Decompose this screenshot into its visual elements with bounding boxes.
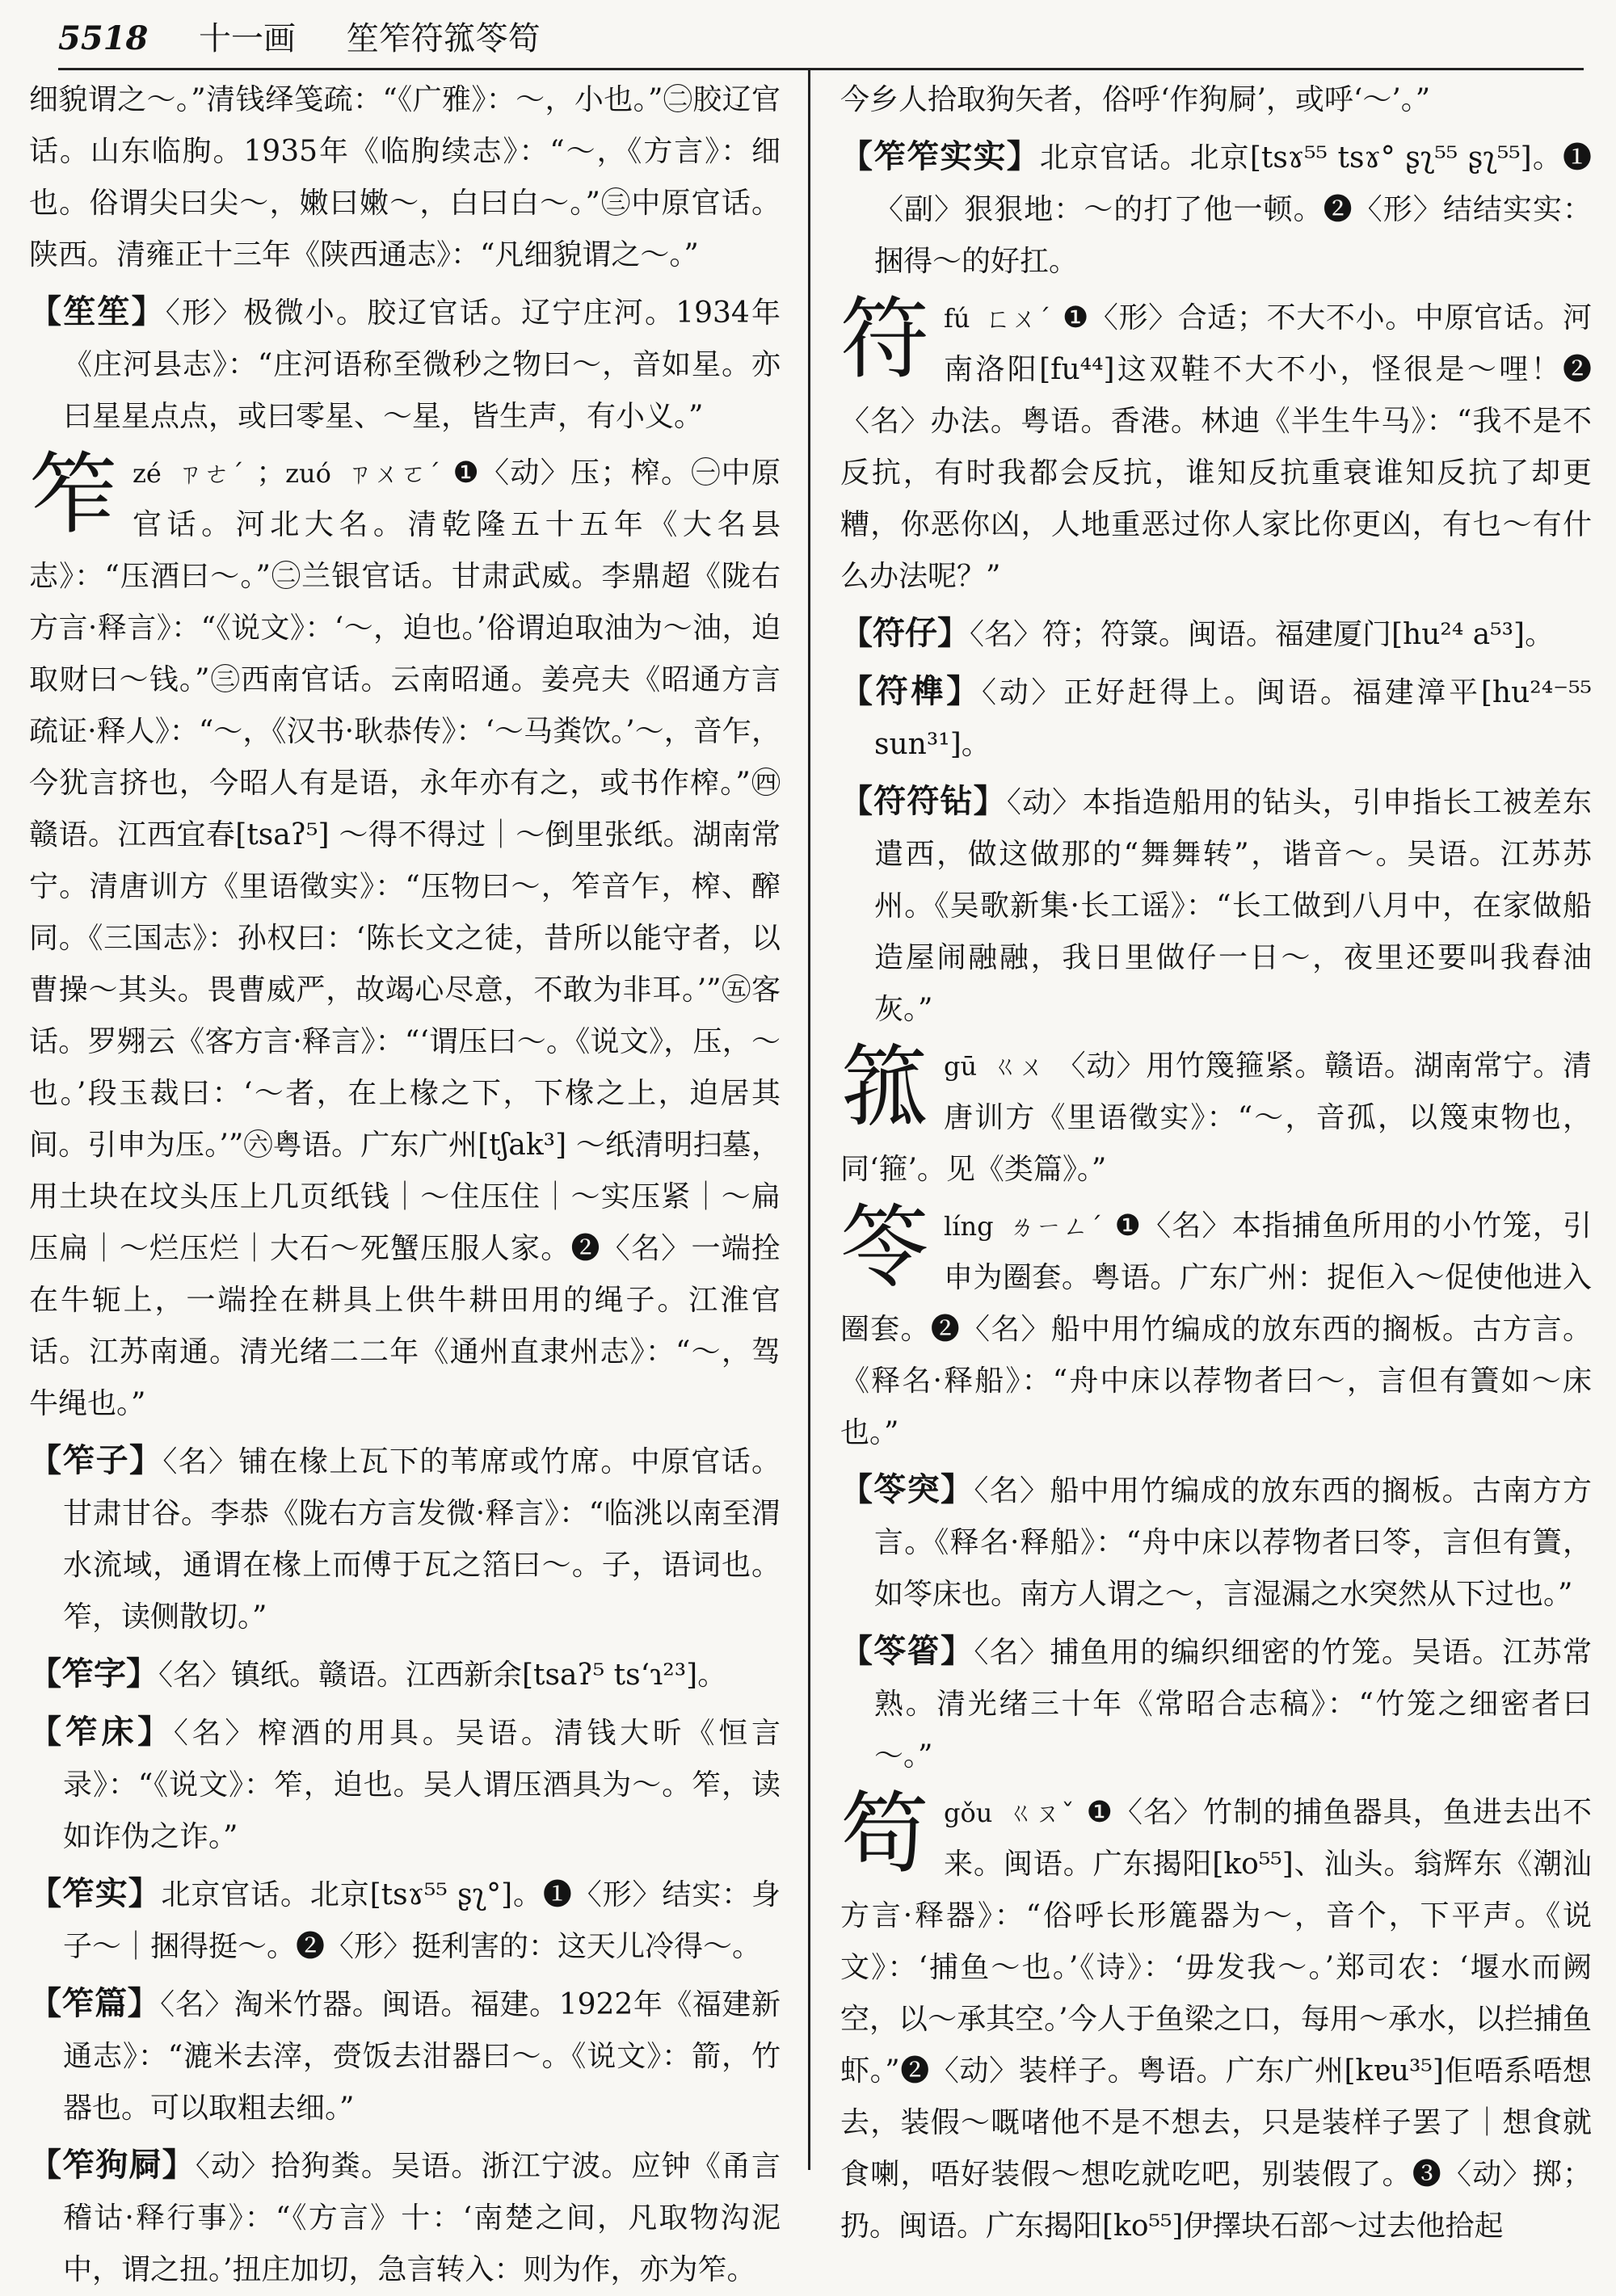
definition-text: 〈形〉极微小。胶辽官话。辽宁庄河。1934年《庄河县志》：“庄河语称至微秒之物曰～，音如星。亦曰星星点点，或曰零星、～星，皆生声，有小义。” [63, 296, 781, 433]
definition-text: 北京官话。北京[tsɤ⁵⁵ tsɤ° ʂʅ⁵⁵ ʂʅ⁵⁵]。❶〈副〉狠狠地：～的打了他一顿。❷〈形〉结结实实：捆得～的好扛。 [874, 141, 1593, 278]
page-header [58, 15, 541, 63]
sub-entry [840, 1464, 1592, 1621]
character-entry [840, 288, 1592, 603]
sub-entry [29, 1706, 781, 1863]
header-rule [58, 68, 1584, 70]
pinyin-alt: zuó [285, 458, 331, 489]
sub-headword: 【笮篇】 [29, 1984, 161, 2022]
definition-text: ❶〈名〉本指捕鱼所用的小竹笼，引申为圈套。粤语。广东广州：捉佢入～促使他进入圈套。❷〈名〉船中用竹编成的放东西的搁板。古方言。《释名·释船》：“舟中床以荐物者曰～，言但有簀如～床也。” [840, 1209, 1592, 1449]
sub-headword: 【笮子】 [29, 1441, 163, 1479]
sub-entry [29, 1978, 781, 2134]
headword-character: 箛 [840, 1036, 929, 1139]
definition-text: ❶〈形〉合适；不大不小。中原官话。河南洛阳[fu⁴⁴]这双鞋不大不小，怪很是～哩！❷〈名〉办法。粤语。香港。林迪《半生牛马》：“我不是不反抗，有时我都会反抗，谁知反抗重衰谁知反抗了却更糟，你恶你凶，人地重恶过你人家比你更凶，有乜～有什么办法呢？” [840, 301, 1592, 593]
sub-entry [29, 1648, 781, 1701]
definition-text: 〈动〉拾狗粪。吴语。浙江宁波。应钟《甬言稽诂·释行事》：“《方言》十：‘南楚之间，凡取物沟泥中，谓之扭。’扭庄加切，急言转入：则为作，亦为笮。 [63, 2150, 781, 2286]
pinyin: fú [944, 303, 970, 334]
pinyin: gū [944, 1051, 978, 1082]
sub-entry [840, 666, 1592, 771]
sub-headword: 【笮狗屙】 [29, 2146, 196, 2184]
definition-text: 〈名〉榨酒的用具。吴语。清钱大昕《恒言录》：“《说文》：笮，迫也。吴人谓压酒具为～。笮，读如诈伪之诈。” [63, 1717, 781, 1853]
definition-text: 〈动〉用竹篾箍紧。赣语。湖南常宁。清唐训方《里语徵实》：“～，音孤，以篾束物也，同‘箍’。见《类篇》。” [840, 1049, 1592, 1186]
bopomofo-alt: ㄗㄨㄛˊ [345, 458, 442, 489]
sub-entry [29, 1435, 781, 1643]
sub-headword: 【符榫】 [840, 672, 982, 710]
page-number: 5518 [58, 19, 149, 57]
definition-text: 〈名〉铺在椽上瓦下的苇席或竹席。中原官话。甘肃甘谷。李恭《陇右方言发微·释言》：“临洮以南至渭水流域，通谓在椽上而傅于瓦之箔曰～。子，语词也。笮，读侧散切。” [63, 1445, 781, 1634]
pinyin: zé [133, 458, 162, 489]
character-entry [840, 1036, 1592, 1196]
sub-headword: 【笮字】 [29, 1655, 158, 1693]
left-column [29, 74, 781, 2286]
definition-text: 〈名〉淘米竹器。闽语。福建。1922年《福建新通志》：“漉米去滓，赍饭去泔器曰～。《说文》：箭，竹器也。可以取粗去细。” [63, 1988, 781, 2125]
sub-entry [29, 286, 781, 443]
sub-entry [840, 1625, 1592, 1782]
stroke-count: 十一画 [199, 20, 297, 57]
continued-text: 今乡人拾取狗矢者，俗呼‘作狗屙’，或呼‘～’。” [840, 83, 1431, 116]
sub-headword: 【符符钻】 [840, 782, 1007, 820]
sub-headword: 【笙笙】 [29, 292, 166, 330]
definition-text: 〈名〉镇纸。赣语。江西新余[tsaʔ⁵ tsʻɿ²³]。 [158, 1659, 727, 1692]
sub-headword: 【笭突】 [840, 1470, 974, 1508]
sub-headword: 【笮笮实实】 [840, 137, 1040, 175]
pinyin: gǒu [944, 1798, 993, 1828]
headword-character: 笱 [840, 1782, 929, 1886]
bopomofo: ㄍㄨ [991, 1051, 1046, 1082]
sub-entry [840, 131, 1592, 288]
definition-text: 〈名〉捕鱼用的编织细密的竹笼。吴语。江苏常熟。清光绪三十年《常昭合志稿》：“竹笼之细密者曰～。” [874, 1636, 1592, 1772]
bopomofo: ㄈㄨˊ [984, 303, 1051, 334]
character-entry: 笮zé ㄗㄜˊ ；zuó ㄗㄨㄛˊ ❶〈动〉压；榨。㊀中原官话。河北大名。清乾隆五十五年《大名县志》：“压酒曰～。”㊁兰银官话。甘肃武威。李鼎超《陇右方言·释言》：“《说文》：‘～，迫也。’俗谓迫取油为～油，迫取财曰～钱。”㊂西南官话。云南昭通。姜亮夫《昭通方言疏证·释人》：“～，《汉书·耿恭传》：‘～马粪饮。’～，音乍，今犹言挤也，今昭人有是语，永年亦有之，或书作榨。”㊃赣语。江西宜春[tsaʔ⁵] ～得不得过｜～倒里张纸。湖南常宁。清唐训方《里语徵实》：“压物曰～，笮音乍，榨、醡同。《三国志》：孙权曰：‘陈长文之徒，昔所以能守者，以曹操～其头。畏曹威严，故竭心尽意，不敢为非耳。’”㊄客话。罗翙云《客方言·释言》：“‘谓压曰～。《说文》，压，～也。’段玉裁曰：‘～者，在上椽之下，下椽之上，迫居其间。引申为压。’”㊅粤语。广东广州[tʃak³] ～纸清明扫墓，用土块在坟头压上几页纸钱｜～住压住｜～实压紧｜～扁压扁｜～烂压烂｜大石～死蟹压服人家。❷〈名〉一端拴在牛轭上，一端拴在耕具上供牛耕田用的绳子。江淮官话。江苏南通。清光绪二二年《通州直隶州志》：“～，驾牛绳也。” [29, 443, 781, 1420]
right-column [840, 74, 1593, 2243]
headword-character: 笭 [840, 1196, 929, 1299]
header-index-chars: 笙笮符箛笭笱 [346, 20, 541, 57]
continued-text: 细貌谓之～。”清钱绎笺疏：“《广雅》：～，小也。”㊁胶辽官话。山东临朐。1935年《临朐续志》：“～，《方言》：细也。俗谓尖曰尖～，嫩曰嫩～，白曰白～。”㊂中原官话。陕西。清雍正十三年《陕西通志》：“凡细貌谓之～。” [29, 83, 781, 271]
sub-headword: 【符仔】 [840, 614, 970, 652]
headword-character: 符 [840, 288, 929, 391]
sub-headword: 【笮床】 [29, 1713, 174, 1751]
column-divider [808, 69, 810, 2170]
bopomofo: ㄗㄜˊ [175, 458, 246, 489]
definition-text: 〈动〉正好赶得上。闽语。福建漳平[hu²⁴⁻⁵⁵ sun³¹]。 [874, 676, 1592, 761]
definition-text: 〈动〉本指造船用的钻头，引申指长工被差东遣西，做这做那的“舞舞转”，谐音～。吴语。江苏苏州。《吴歌新集·长工谣》：“长工做到八月中，在家做船造屋闹融融，我日里做仔一日～，夜里还要叫我舂油灰。” [874, 786, 1592, 1026]
character-entry [840, 1782, 1592, 2252]
definition-text: ❶〈名〉竹制的捕鱼器具，鱼进去出不来。闽语。广东揭阳[ko⁵⁵]、汕头。翁辉东《潮汕方言·释器》：“俗呼长形簏器为～，音个，下平声。《说文》：‘捕鱼～也。’《诗》：‘毋发我～。’郑司农：‘堰水而阙空，以～承其空。’今人于鱼梁之口，每用～承水，以拦捕鱼虾。”❷〈动〉装样子。粤语。广东广州[kɐu³⁵]佢唔系唔想去，装假～嘅啫他不是不想去，只是装样子罢了｜想食就食喇，唔好装假～想吃就吃吧，别装假了。❸〈动〉掷；扔。闽语。广东揭阳[ko⁵⁵]伊擇块石部～过去他拾起 [840, 1796, 1592, 2243]
definition-text: 〈名〉符；符箓。闽语。福建厦门[hu²⁴ a⁵³]。 [970, 618, 1555, 651]
sub-headword: 【笮实】 [29, 1874, 162, 1912]
pinyin: líng [944, 1211, 994, 1242]
sub-entry [840, 608, 1592, 661]
definition-text: 〈名〉船中用竹编成的放东西的搁板。古南方方言。《释名·释船》：“舟中床以荐物者曰笭，言但有簀，如笭床也。南方人谓之～，言湿漏之水突然从下过也。” [874, 1474, 1592, 1611]
sub-entry [840, 776, 1592, 1036]
sub-headword: 【笭箵】 [840, 1632, 974, 1670]
sub-entry [29, 2139, 781, 2296]
bopomofo: ㄍㄡˇ [1007, 1798, 1075, 1828]
definition-text: ❶〈动〉压；榨。㊀中原官话。河北大名。清乾隆五十五年《大名县志》：“压酒曰～。”㊁兰银官话。甘肃武威。李鼎超《陇右方言·释言》：“《说文》：‘～，迫也。’俗谓迫取油为～油，迫取财曰～钱。”㊂西南官话。云南昭通。姜亮夫《昭通方言疏证·释人》：“～，《汉书·耿恭传》：‘～马粪饮。’～，音乍，今犹言挤也，今昭人有是语，永年亦有之，或书作榨。”㊃赣语。江西宜春[tsaʔ⁵] ～得不得过｜～倒里张纸。湖南常宁。清唐训方《里语徵实》：“压物曰～，笮音乍，榨、醡同。《三国志》：孙权曰：‘陈长文之徒，昔所以能守者，以曹操～其头。畏曹威严，故竭心尽意，不敢为非耳。’”㊄客话。罗翙云《客方言·释言》：“‘谓压曰～。《说文》，压，～也。’段玉裁曰：‘～者，在上椽之下，下椽之上，迫居其间。引申为压。’”㊅粤语。广东广州[tʃak³] ～纸清明扫墓，用土块在坟头压上几页纸钱｜～住压住｜～实压紧｜～扁压扁｜～烂压烂｜大石～死蟹压服人家。❷〈名〉一端拴在牛轭上，一端拴在耕具上供牛耕田用的绳子。江淮官话。江苏南通。清光绪二二年《通州直隶州志》：“～，驾牛绳也。” [29, 456, 781, 1420]
character-entry [840, 1196, 1592, 1459]
sub-entry [29, 1868, 781, 1973]
bopomofo: ㄌㄧㄥˊ [1008, 1211, 1104, 1242]
headword-character: 笮 [29, 443, 118, 546]
definition-text: 北京官话。北京[tsɤ⁵⁵ ʂʅ°]。❶〈形〉结实：身子～｜捆得挺～。❷〈形〉挺利害的：这天儿冷得～。 [63, 1878, 781, 1963]
